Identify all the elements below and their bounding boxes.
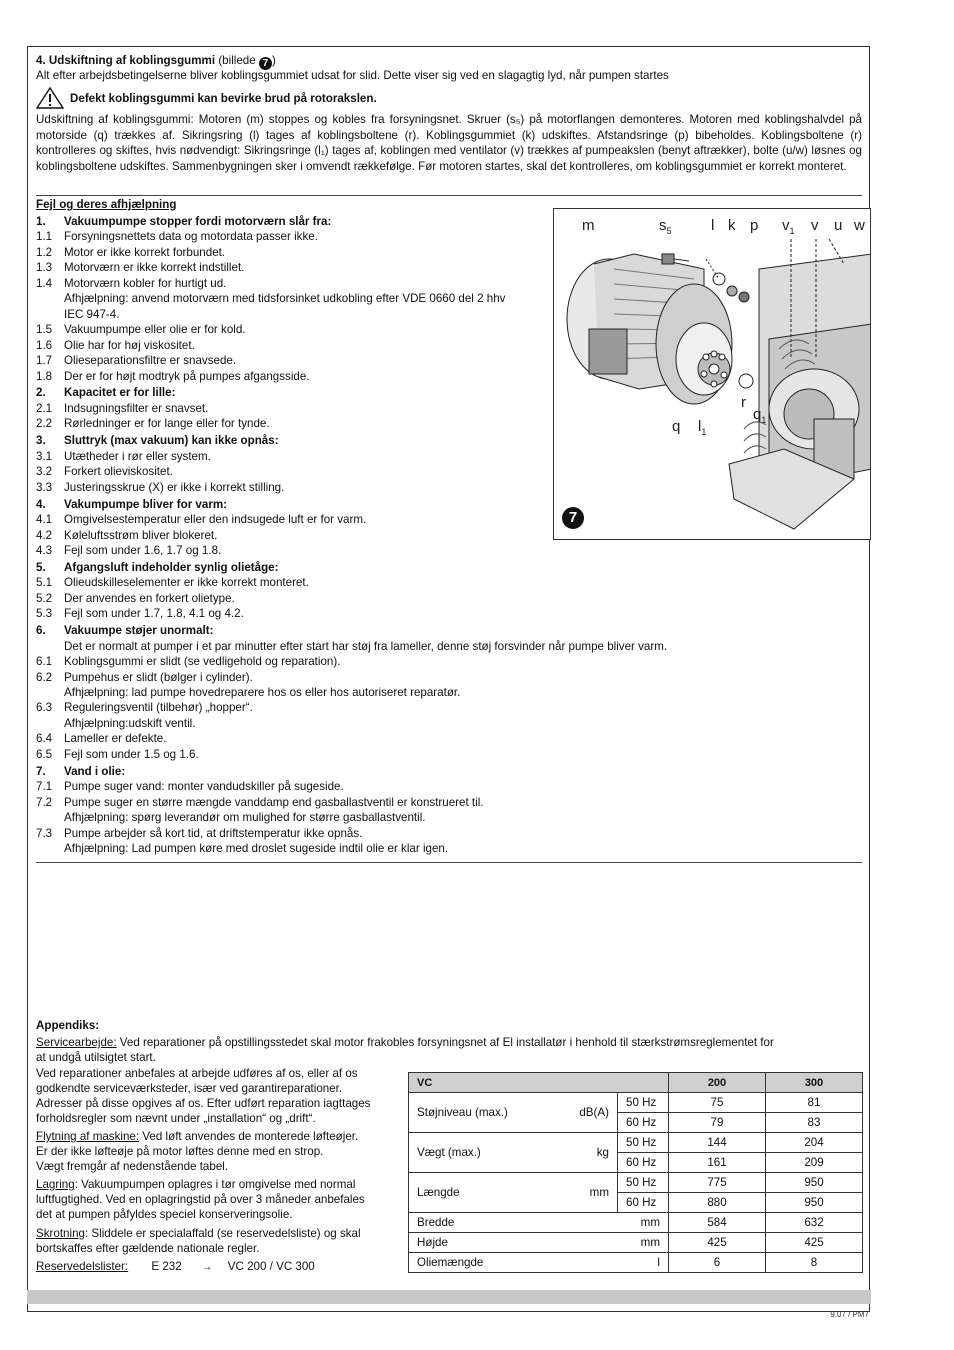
fault-number: 1.6 [36,338,53,352]
repair-line: godkendte serviceværksteder, især ved garantireparationer. [36,1082,343,1095]
fault-number: 1.1 [36,230,53,244]
header-cell: 300 [766,1073,863,1093]
hz-cell: 60 Hz [618,1193,669,1213]
table-row [409,1133,863,1153]
label-l: l [711,217,715,234]
header-cell: 200 [669,1073,766,1093]
service-label: Servicearbejde: [36,1036,117,1049]
fault-number: 6.4 [36,732,53,746]
value-cell: 75 [669,1093,766,1113]
fault-item: Olieseparationsfiltre er snavsede. [64,354,237,368]
value-cell: 144 [669,1133,766,1153]
figure-7 [553,208,871,540]
fault-item: Afhjælpning:udskift ventil. [64,716,196,730]
fault-item: Fejl som under 1.7, 1.8, 4.1 og 4.2. [64,607,244,621]
moving-label: Flytning af maskine: [36,1130,140,1143]
row-label: Højde [409,1233,618,1253]
fault-category: Vand i olie: [64,764,126,778]
fault-number: 6.2 [36,670,53,684]
label-q1-sub: 1 [761,415,767,425]
row-label: Oliemængde [409,1253,618,1273]
hz-cell: 50 Hz [618,1133,669,1153]
label-k: k [728,217,736,234]
fault-item: Pumpe suger vand: monter vandudskiller på sugeside. [64,780,344,794]
fault-number: 3.1 [36,449,53,463]
label-l1 [698,418,706,437]
row-label: Støjniveau (max.) [409,1093,562,1133]
value-cell: 632 [766,1213,863,1233]
fault-item: Det er normalt at pumper i et par minutter efter start har støj fra lameller, denne støj forsvinder når pumpe bliver varm. [64,639,668,653]
moving-line: Er der ikke løfteøje på motor løftes denne med en strop. [36,1145,324,1158]
fault-number: 6. [36,624,46,638]
service-paragraph [36,1035,774,1050]
fault-item: Olie har for høj viskositet. [64,338,195,352]
fault-number: 2.2 [36,417,53,431]
fault-number: 1.3 [36,261,53,275]
label-w: w [854,217,865,234]
scrap-line: bortskaffes efter gældende nationale regler. [36,1242,260,1255]
fault-category: Vakuumpe støjer unormalt: [64,624,214,638]
fault-number: 1.7 [36,354,53,368]
fault-number: 2.1 [36,401,53,415]
fault-number: 6.3 [36,701,53,715]
fault-item: Fejl som under 1.5 og 1.6. [64,747,199,761]
section-title-close: ) [271,54,276,67]
fault-item: Køleluftsstrøm bliver blokeret. [64,528,218,542]
fault-number: 7. [36,764,46,778]
value-cell: 425 [669,1233,766,1253]
value-cell: 775 [669,1173,766,1193]
fault-item: Pumpe suger en større mængde vanddamp end gasballastventil er konstrueret til. [64,795,484,809]
hz-cell: 60 Hz [618,1113,669,1133]
fault-number: 7.1 [36,780,53,794]
spare-models: VC 200 / VC 300 [227,1260,315,1273]
label-q1-text: q [753,406,762,423]
row-unit: kg [561,1133,618,1173]
fault-item: Afhjælpning: spørg leverandør om mulighed for større gasballastventil. [64,811,426,825]
label-q1 [753,406,766,425]
label-u: u [834,217,843,234]
scrap-paragraph [36,1226,361,1241]
fault-number: 3.3 [36,480,53,494]
label-v1 [782,217,795,236]
scrap-text: : Sliddele er specialaffald (se reservedelsliste) og skal [84,1227,361,1240]
fault-number: 1.8 [36,369,53,383]
label-v: v [811,217,819,234]
fault-item: Pumpe arbejder så kort tid, at driftstemperatur ikke opnås. [64,826,363,840]
fault-number: 4. [36,497,46,511]
fault-number: 4.1 [36,513,53,527]
value-cell: 79 [669,1113,766,1133]
section-title-text: 4. Udskiftning af koblingsgummi [36,54,216,67]
fault-item: Der anvendes en forkert olietype. [64,591,235,605]
footer-bar [27,1290,871,1304]
row-unit: mm [561,1173,618,1213]
label-m: m [582,217,595,234]
fault-item: Reguleringsventil (tilbehør) „hopper“. [64,701,253,715]
figure-number-badge: 7 [562,507,584,529]
fault-item: Koblingsgummi er slidt (se vedligehold og reparation). [64,655,341,669]
label-l1-text: l [698,418,702,435]
value-cell: 950 [766,1173,863,1193]
fault-number: 6.1 [36,655,53,669]
fault-item: Motorværn er ikke korrekt indstillet. [64,261,245,275]
table-row [409,1213,863,1233]
value-cell: 81 [766,1093,863,1113]
fault-number: 5.2 [36,591,53,605]
fault-item: Motorværn kobler for hurtigt ud. [64,276,227,290]
fault-item: Motor er ikke korrekt forbundet. [64,245,226,259]
fault-number: 5. [36,560,46,574]
section-title-ref: (billede [218,54,256,67]
fault-item: Pumpehus er slidt (bølger i cylinder). [64,670,253,684]
fault-category: Afgangsluft indeholder synlig olietåge: [64,560,279,574]
pump-exploded-drawing [554,209,871,540]
hz-cell: 60 Hz [618,1153,669,1173]
moving-paragraph [36,1129,358,1144]
fault-number: 1.2 [36,245,53,259]
fault-item: Utætheder i rør eller system. [64,449,211,463]
value-cell: 425 [766,1233,863,1253]
fault-number: 1.4 [36,276,53,290]
row-unit: mm [618,1233,669,1253]
label-q: q [672,418,681,435]
fault-number: 7.2 [36,795,53,809]
section-intro: Alt efter arbejdsbetingelserne bliver koblingsgummiet udsat for slid. Dette viser sig ved en slagagtig lyd, når pumpen startes [36,69,669,82]
fault-category: Vakuumpumpe stopper fordi motorværn slår fra: [64,215,332,228]
fault-number: 5.3 [36,607,53,621]
label-l1-sub: 1 [701,427,707,437]
divider [36,195,862,196]
fault-item: Omgivelsestemperatur eller den indsugede luft er for varm. [64,513,367,527]
fault-number: 3. [36,434,46,448]
fault-item: Fejl som under 1.6, 1.7 og 1.8. [64,543,222,557]
storage-paragraph [36,1177,355,1192]
label-s-sub: 5 [666,226,672,236]
row-label: Længde [409,1173,562,1213]
section-body: Udskiftning af koblingsgummi: Motoren (m) stoppes og kobles fra forsyningsnet. Skruer (s₅) på motorflangen demonteres. Motoren med koblingshalvdel på motorside (q) trækkes af. Sikringsring (l) tages af koblingsboltene (r). Koblingsgummiet (k) udskiftes. Afstandsringe (p) bibeholdes. Koblingsboltene (r) kontrolleres og skiftes, hvis nødvendigt: Sikringsringe (l₁) tages af, koblingen med ventilator (v) trækkes af pumpeakslen (benyt aftrækker), bolte (u/w) løsnes og koblingsboltene udskiftes. Sammenbygningen sker i omvendt rækkefølge. Før motoren startes, skal det kontrolleres, om koblingsgummiet er korrekt monteret. [36,113,862,173]
spare-label: Reservedelslister: [36,1260,129,1273]
header-cell: VC [409,1073,669,1093]
value-cell: 6 [669,1253,766,1273]
table-row [409,1253,863,1273]
value-cell: 209 [766,1153,863,1173]
fault-number: 1.5 [36,323,53,337]
fault-item: Justeringsskrue (X) er ikke i korrekt stilling. [64,480,285,494]
warning-text: Defekt koblingsgummi kan bevirke brud på rotorakslen. [70,92,377,105]
moving-text: Ved løft anvendes de monterede løfteøjer. [139,1130,359,1143]
fault-number: 7.3 [36,826,53,840]
appendix-heading: Appendiks: [36,1019,100,1032]
row-unit: dB(A) [561,1093,618,1133]
table-row [409,1233,863,1253]
storage-label: Lagring [36,1178,75,1191]
label-s-text: s [659,217,667,234]
fault-item: Olieudskilleselementer er ikke korrekt monteret. [64,576,309,590]
spec-table [408,1072,863,1273]
table-row [409,1173,863,1193]
label-v1-sub: 1 [789,226,795,236]
scrap-label: Skrotning [36,1227,85,1240]
repair-line: Ved reparationer anbefales at arbejde udføres af os, eller af os [36,1067,358,1080]
fault-item: Afhjælpning: lad pumpe hovedreparere hos os eller hos autoriseret reparatør. [64,686,461,699]
fault-number: 4.2 [36,528,53,542]
value-cell: 880 [669,1193,766,1213]
fault-category: Kapacitet er for lille: [64,386,176,400]
hz-cell: 50 Hz [618,1093,669,1113]
fault-item: Afhjælpning: anvend motorværn med tidsforsinket udkobling efter VDE 0660 del 2 hhv [64,292,506,306]
divider [36,862,862,863]
fault-item: Afhjælpning: Lad pumpen køre med droslet sugeside indtil olie er klar igen. [64,842,449,855]
fault-item: Lameller er defekte. [64,732,167,746]
fault-item: Indsugningsfilter er snavset. [64,401,209,415]
row-label: Vægt (max.) [409,1133,562,1173]
fault-number: 6.5 [36,747,53,761]
row-unit: l [618,1253,669,1273]
warning-icon [36,87,64,109]
storage-line: luftfugtighed. Ved en oplagringstid på over 3 måneder anbefales [36,1193,365,1206]
label-r: r [741,394,746,411]
hz-cell: 50 Hz [618,1173,669,1193]
spare-code: E 232 [151,1260,182,1273]
row-unit: mm [618,1213,669,1233]
footer-code: 9.07 / PM7 [830,1310,869,1319]
repair-line: forholdsregler som nævnt under „installation“ og „drift“. [36,1112,316,1125]
value-cell: 204 [766,1133,863,1153]
service-text: Ved reparationer på opstillingsstedet skal motor frakobles forsyningsnet af El installatør i henhold til stærkstrømsreglementet for [116,1036,774,1049]
storage-text: : Vakuumpumpen oplagres i tør omgivelse med normal [74,1178,356,1191]
storage-line: det at pumpen påfyldes speciel konserveringsolie. [36,1208,293,1221]
value-cell: 83 [766,1113,863,1133]
table-row [409,1093,863,1113]
fault-category: Vakumpumpe bliver for varm: [64,497,228,511]
fault-item: Forsyningsnettets data og motordata passer ikke. [64,230,318,244]
fault-category: Sluttryk (max vakuum) kan ikke opnås: [64,434,279,448]
repair-line: Adresser på disse opgives af os. Efter udført reparation iagttages [36,1097,371,1110]
fault-item: Rørledninger er for lange eller for tynde. [64,417,270,431]
fault-number: 4.3 [36,543,53,557]
fault-number: 2. [36,386,46,400]
fault-item: Forkert olieviskositet. [64,465,173,479]
label-s5 [659,217,672,236]
faults-heading: Fejl og deres afhjælpning [36,198,177,211]
service-text-cont: at undgå utilsigtet start. [36,1051,156,1064]
spare-parts-row [36,1259,315,1274]
label-p: p [750,217,759,234]
fault-number: 5.1 [36,576,53,590]
fault-number: 1. [36,215,46,228]
arrow-icon: → [200,1260,213,1273]
figure-ref-badge: 7 [259,57,272,70]
table-header-row [409,1073,863,1093]
value-cell: 8 [766,1253,863,1273]
fault-item: Vakuumpumpe eller olie er for kold. [64,323,246,337]
fault-item: Der er for højt modtryk på pumpes afgangsside. [64,369,310,383]
row-label: Bredde [409,1213,618,1233]
label-v1-text: v [782,217,790,234]
value-cell: 584 [669,1213,766,1233]
fault-number: 3.2 [36,465,53,479]
fault-item: IEC 947-4. [64,307,120,321]
moving-line: Vægt fremgår af nedenstående tabel. [36,1160,229,1173]
value-cell: 950 [766,1193,863,1213]
value-cell: 161 [669,1153,766,1173]
